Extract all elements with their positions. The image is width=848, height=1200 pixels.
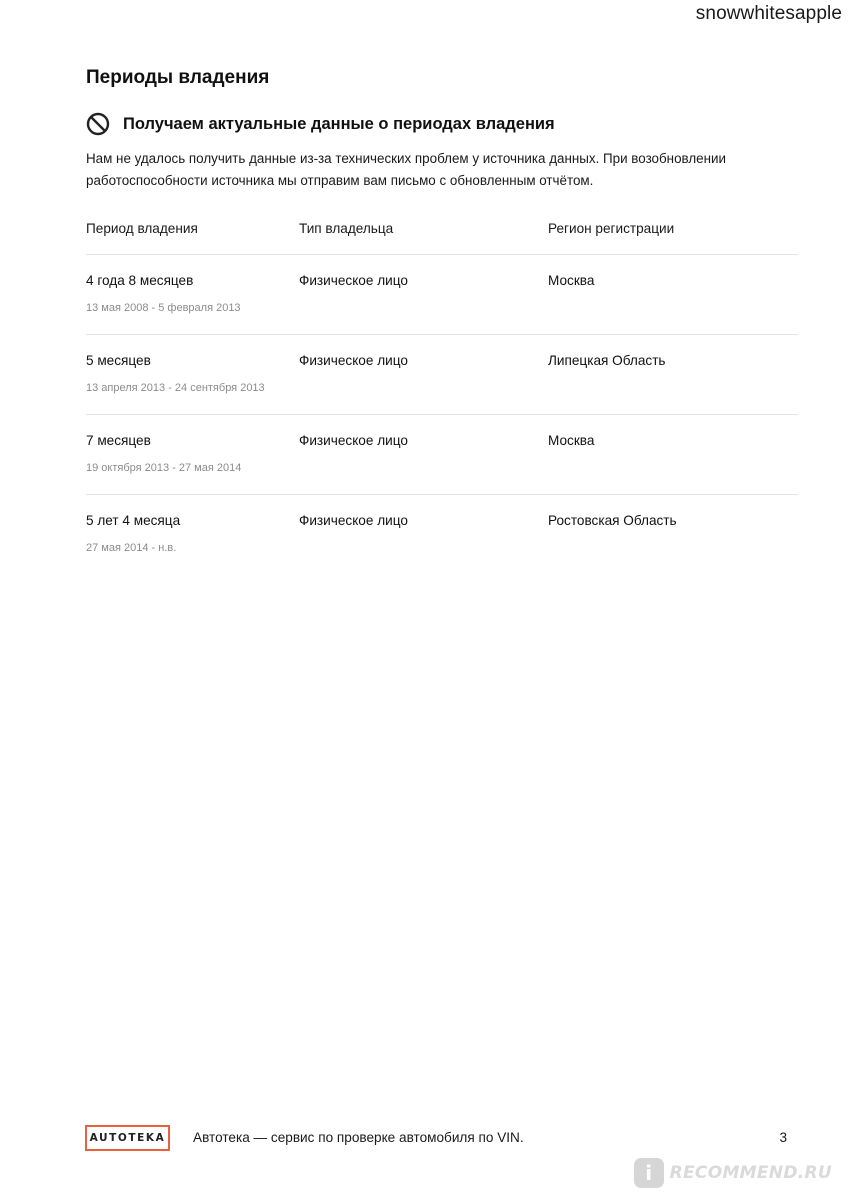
footer-text: Автотека — сервис по проверке автомобиля по VIN. xyxy=(193,1130,524,1145)
header-region: Регион регистрации xyxy=(548,221,675,236)
recommend-watermark xyxy=(634,1158,832,1188)
cell-dates: 13 мая 2008 - 5 февраля 2013 xyxy=(86,302,241,314)
cell-region: Ростовская Область xyxy=(548,513,677,528)
block-icon xyxy=(86,112,110,136)
table-row xyxy=(86,415,798,495)
cell-dates: 27 мая 2014 - н.в. xyxy=(86,542,177,554)
cell-region: Липецкая Область xyxy=(548,353,666,368)
cell-region: Москва xyxy=(548,273,595,288)
cell-owner-type: Физическое лицо xyxy=(299,513,408,528)
notice-title: Получаем актуальные данные о периодах владения xyxy=(123,114,555,133)
page-footer xyxy=(85,1125,787,1155)
header-period: Период владения xyxy=(86,221,198,236)
watermark-username: snowwhitesapple xyxy=(695,3,842,24)
recommend-badge-icon: i xyxy=(634,1158,664,1188)
cell-dates: 19 октября 2013 - 27 мая 2014 xyxy=(86,462,242,474)
cell-period: 7 месяцев xyxy=(86,433,151,448)
section-title: Периоды владения xyxy=(86,67,270,88)
cell-owner-type: Физическое лицо xyxy=(299,353,408,368)
page-number: 3 xyxy=(779,1130,787,1145)
table-row xyxy=(86,335,798,415)
notice-text: Нам не удалось получить данные из-за технических проблем у источника данных. При возобновлении работоспособности источника мы отправим вам письмо с обновленным отчётом. xyxy=(86,151,726,188)
table-row xyxy=(86,255,798,335)
cell-period: 5 месяцев xyxy=(86,353,151,368)
notice-header xyxy=(86,111,806,137)
header-owner-type: Тип владельца xyxy=(299,221,394,236)
cell-owner-type: Физическое лицо xyxy=(299,433,408,448)
table-header xyxy=(86,212,798,255)
cell-period: 5 лет 4 месяца xyxy=(86,513,181,528)
cell-region: Москва xyxy=(548,433,595,448)
cell-owner-type: Физическое лицо xyxy=(299,273,408,288)
cell-period: 4 года 8 месяцев xyxy=(86,273,194,288)
table-row xyxy=(86,495,798,574)
ownership-table xyxy=(86,212,798,574)
notice xyxy=(86,111,806,192)
cell-dates: 13 апреля 2013 - 24 сентября 2013 xyxy=(86,382,265,394)
recommend-site-name: RECOMMEND.RU xyxy=(669,1163,832,1183)
autoteka-logo: AUTOTEKA xyxy=(85,1125,170,1151)
